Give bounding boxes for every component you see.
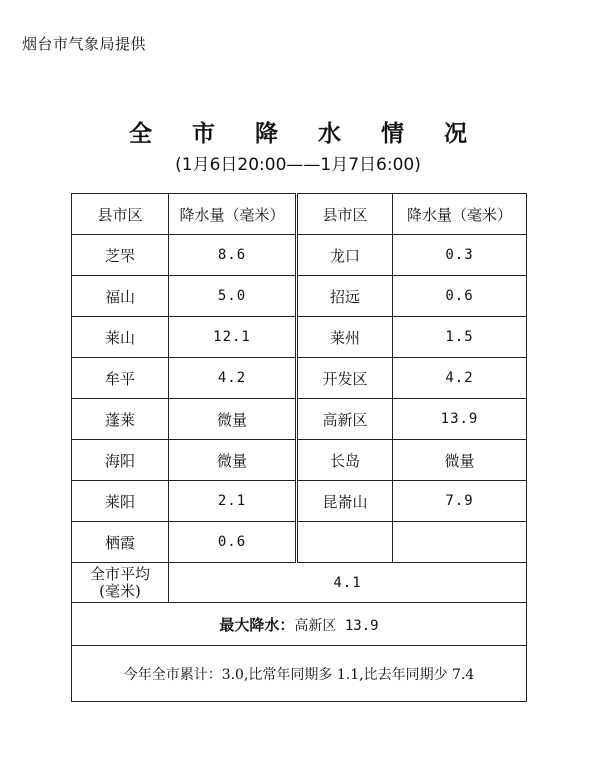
rainfall-value: 8.6	[169, 235, 297, 276]
county-name: 蓬莱	[72, 399, 169, 440]
rainfall-value: 7.9	[393, 481, 527, 522]
rainfall-value: 4.2	[169, 358, 297, 399]
page-title	[0, 115, 596, 148]
max-rainfall-label: 最大降水：	[219, 615, 295, 634]
table-row	[72, 235, 527, 276]
county-name: 莱山	[72, 317, 169, 358]
county-name: 栖霞	[72, 522, 169, 563]
rainfall-value: 12.1	[169, 317, 297, 358]
rainfall-value	[393, 522, 527, 563]
rainfall-value: 微量	[169, 399, 297, 440]
rainfall-value: 5.0	[169, 276, 297, 317]
title-char: 降	[255, 120, 298, 147]
average-label	[72, 563, 169, 603]
county-name: 长岛	[297, 440, 393, 481]
rainfall-value: 0.6	[393, 276, 527, 317]
rainfall-value: 微量	[169, 440, 297, 481]
table-row	[72, 358, 527, 399]
yearly-summary-row	[72, 646, 527, 702]
header-rainfall-left: 降水量（毫米）	[169, 194, 297, 235]
header-rainfall-right: 降水量（毫米）	[393, 194, 527, 235]
rainfall-value: 0.3	[393, 235, 527, 276]
average-label-line1: 全市平均	[89, 564, 150, 583]
header-county-right: 县市区	[297, 194, 393, 235]
title-char: 情	[381, 120, 424, 147]
rainfall-value: 13.9	[393, 399, 527, 440]
table-header-row	[72, 194, 527, 235]
table-row	[72, 276, 527, 317]
rainfall-value: 微量	[393, 440, 527, 481]
yearly-summary: 今年全市累计：3.0,比常年同期多 1.1,比去年同期少 7.4	[72, 646, 527, 702]
county-name: 牟平	[72, 358, 169, 399]
county-name: 莱州	[297, 317, 393, 358]
table-row	[72, 522, 527, 563]
average-row	[72, 563, 527, 603]
rainfall-value: 4.2	[393, 358, 527, 399]
county-name: 开发区	[297, 358, 393, 399]
average-label-line2: (毫米)	[99, 581, 141, 600]
time-range-subtitle: (1月6日20:00——1月7日6:00)	[175, 155, 421, 175]
title-char: 水	[318, 120, 361, 147]
county-name: 芝罘	[72, 235, 169, 276]
max-rainfall-cell	[72, 603, 527, 646]
title-char: 市	[192, 120, 235, 147]
max-rainfall-value: 高新区 13.9	[294, 617, 379, 634]
county-name: 龙口	[297, 235, 393, 276]
max-rainfall-row	[72, 603, 527, 646]
table-row	[72, 317, 527, 358]
table-row	[72, 481, 527, 522]
rainfall-table	[71, 193, 527, 702]
table-row	[72, 440, 527, 481]
county-name: 海阳	[72, 440, 169, 481]
title-char: 况	[444, 120, 487, 147]
county-name	[297, 522, 393, 563]
rainfall-value: 2.1	[169, 481, 297, 522]
county-name: 招远	[297, 276, 393, 317]
table-row	[72, 399, 527, 440]
county-name: 高新区	[297, 399, 393, 440]
rainfall-value: 1.5	[393, 317, 527, 358]
county-name: 莱阳	[72, 481, 169, 522]
header-county-left: 县市区	[72, 194, 169, 235]
county-name: 昆嵛山	[297, 481, 393, 522]
source-caption: 烟台市气象局提供	[22, 35, 147, 53]
title-char: 全	[129, 120, 172, 147]
county-name: 福山	[72, 276, 169, 317]
average-value: 4.1	[169, 563, 527, 603]
rainfall-value: 0.6	[169, 522, 297, 563]
